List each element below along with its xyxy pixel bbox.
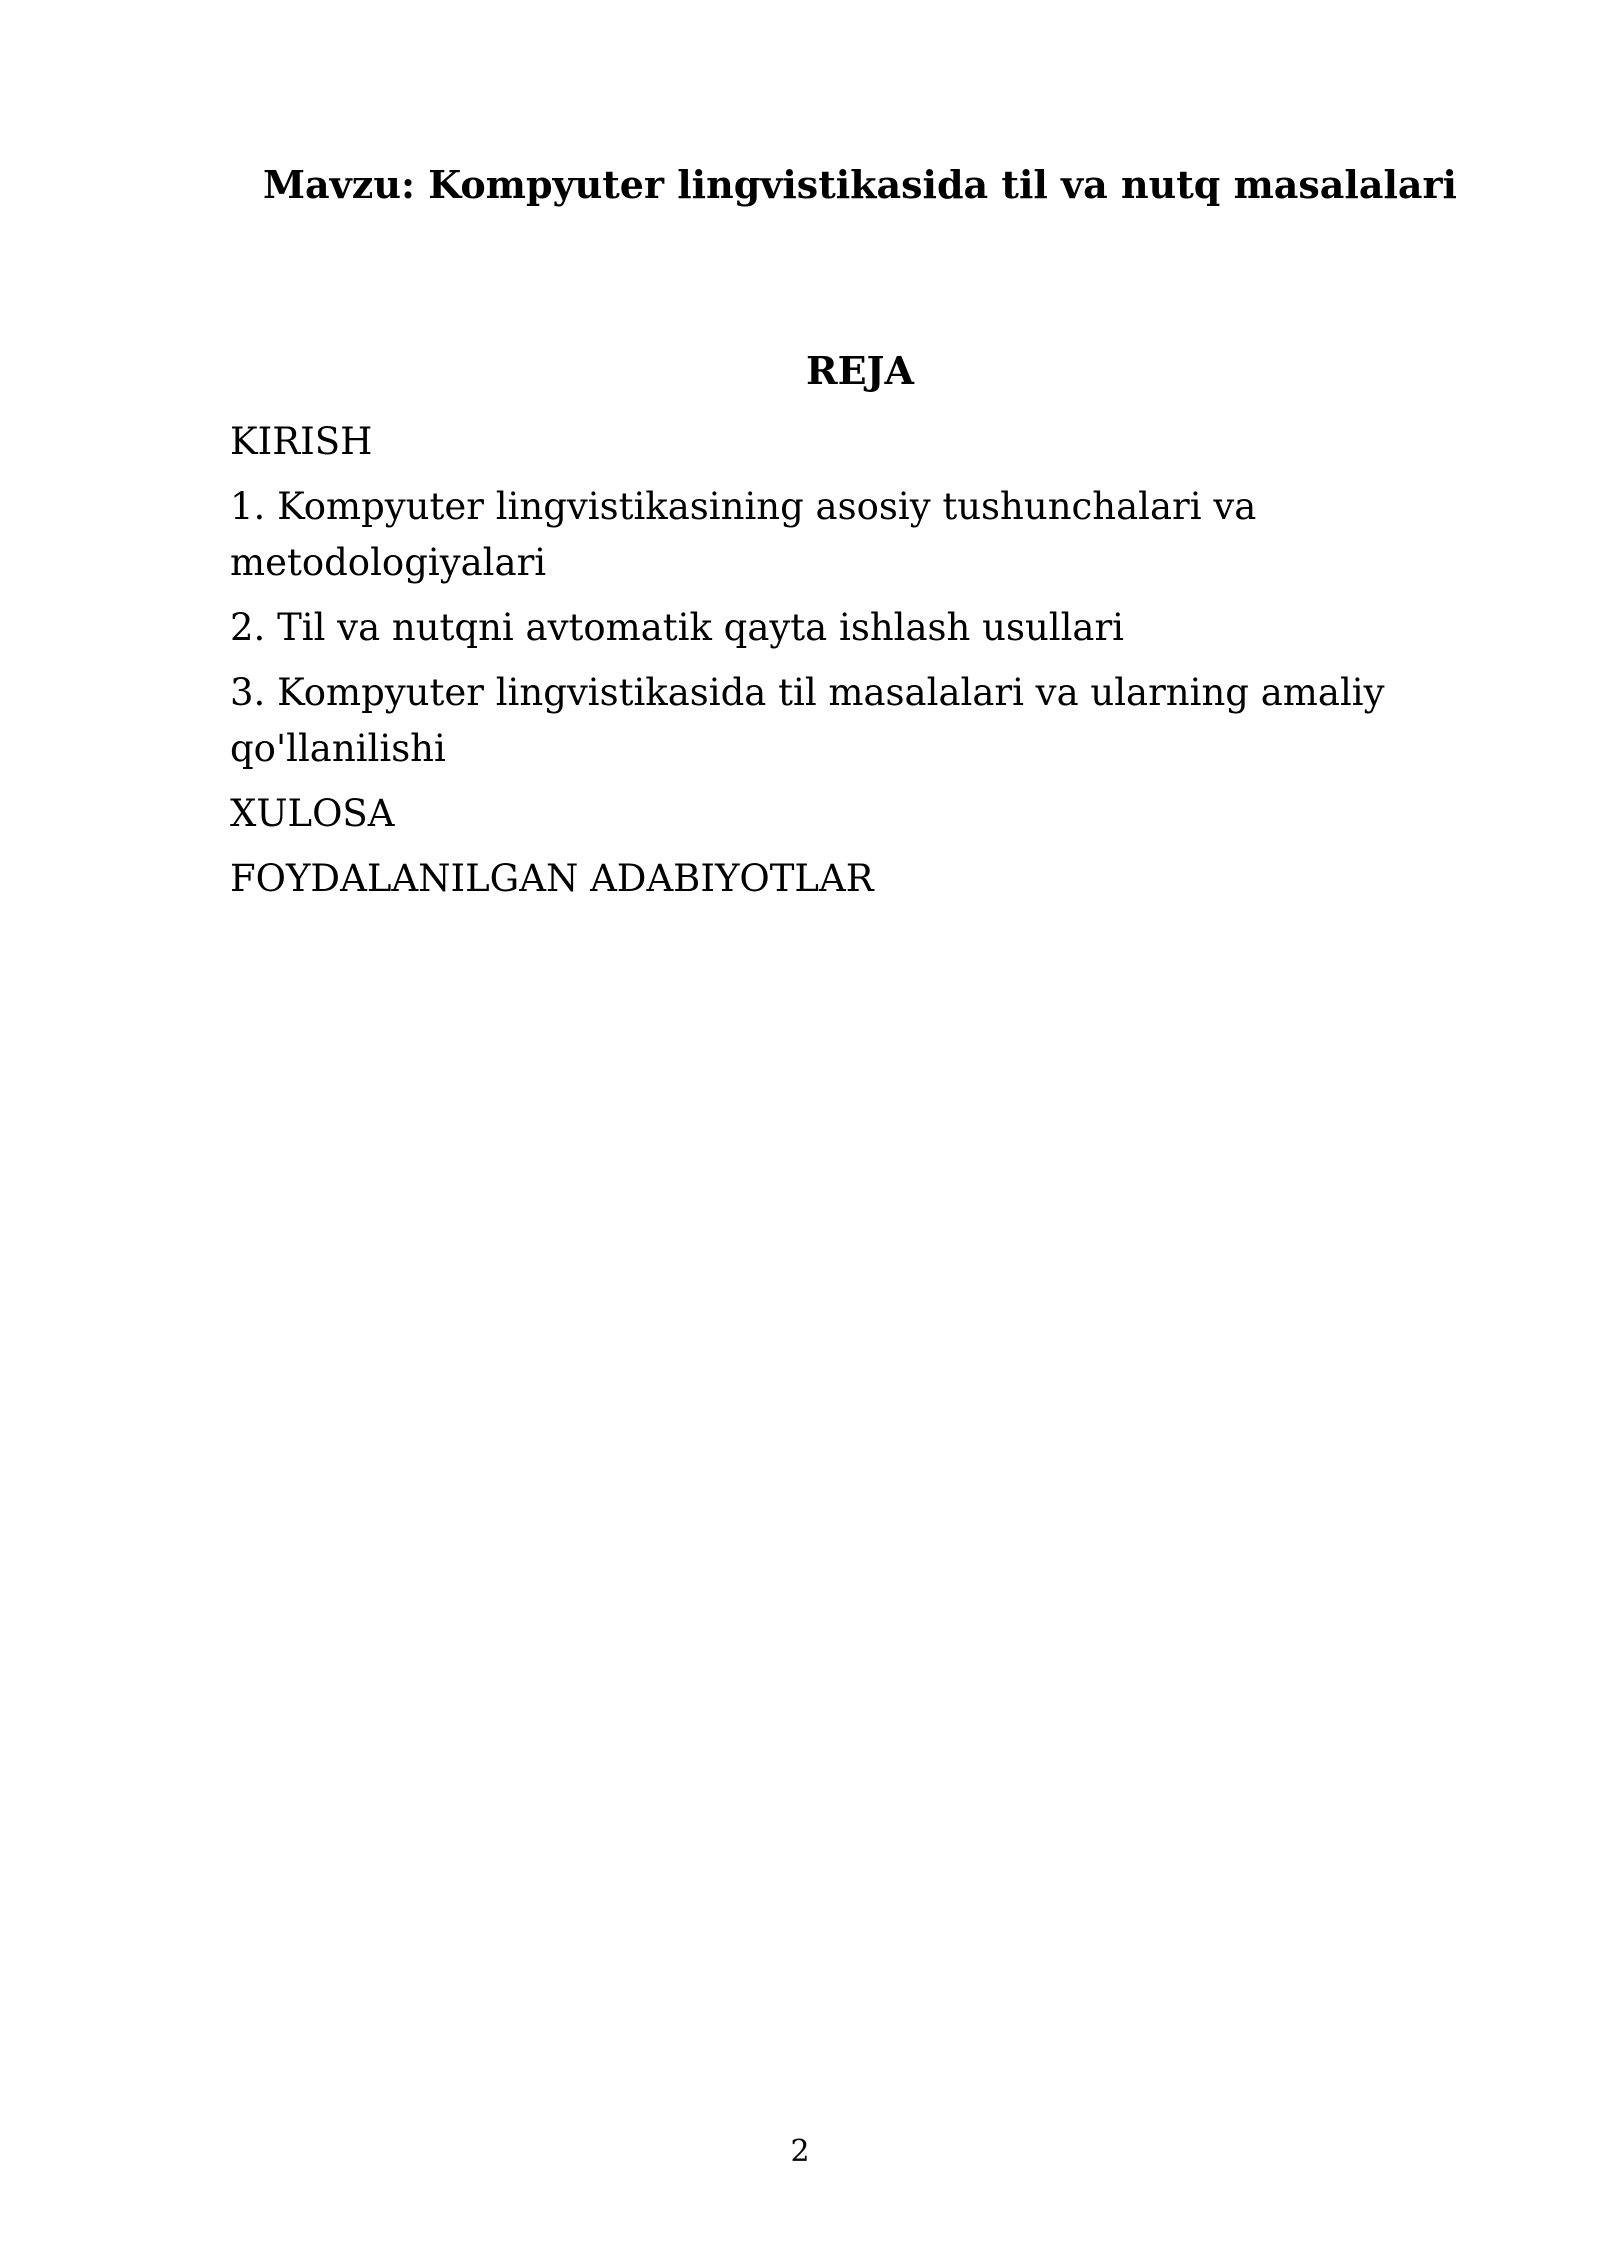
document-title: Mavzu: Kompyuter lingvistikasida til va nutq masalalari <box>262 162 1457 207</box>
toc-item-references: FOYDALANILGAN ADABIYOTLAR <box>230 857 874 900</box>
toc-item-3: 3. Kompyuter lingvistikasida til masalalari va ularning amaliy qo'llanilishi <box>230 671 1385 770</box>
page-number: 2 <box>790 2134 810 2169</box>
plan-heading: REJA <box>805 348 914 393</box>
table-of-contents <box>230 414 1480 916</box>
toc-item-1: 1. Kompyuter lingvistikasining asosiy tushunchalari va metodologiyalari <box>230 485 1257 584</box>
toc-item-introduction: KIRISH <box>230 420 373 463</box>
toc-item-2: 2. Til va nutqni avtomatik qayta ishlash usullari <box>230 606 1125 649</box>
toc-item-conclusion: XULOSA <box>230 792 395 835</box>
